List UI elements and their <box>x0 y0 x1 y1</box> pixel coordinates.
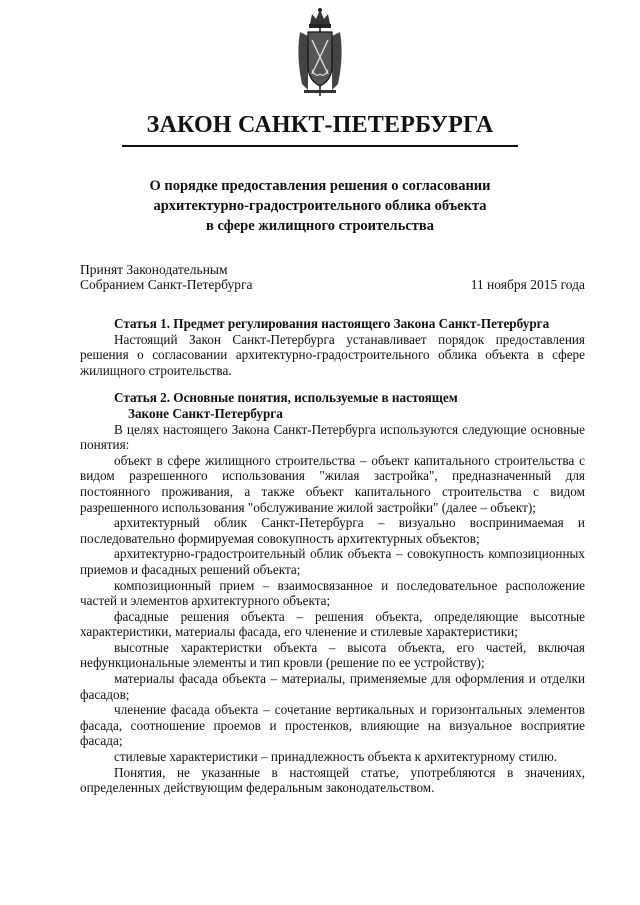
subtitle-line: О порядке предоставления решения о согласовании <box>149 178 491 194</box>
article-2-closing-paragraph: Понятия, не указанные в настоящей статье, употребляются в значениях, определенных действующим федеральным законодательством. <box>80 764 585 796</box>
article-1-heading: Статья 1. Предмет регулирования настоящего Закона Санкт-Петербурга <box>114 316 550 331</box>
coat-of-arms-emblem <box>294 6 346 98</box>
definition-paragraph: стилевые характеристики – принадлежность объекта к архитектурному стилю. <box>114 749 558 765</box>
adoption-line: Собранием Санкт-Петербурга <box>80 277 253 292</box>
law-subtitle <box>0 176 640 236</box>
subtitle-line: в сфере жилищного строительства <box>206 218 434 234</box>
law-title: ЗАКОН САНКТ-ПЕТЕРБУРГА <box>146 112 494 138</box>
adoption-note <box>80 262 253 292</box>
article-2-heading-line: Статья 2. Основные понятия, используемые в настоящем <box>114 390 458 406</box>
definition-paragraph: архитектурно-градостроительный облик объекта – совокупность композиционных приемов и фасадных решений объекта; <box>80 546 585 577</box>
definition-paragraph: фасадные решения объекта – решения объекта, определяющие высотные характеристики, материалы фасада, его членение и стилевые характеристики; <box>80 608 585 640</box>
definition-paragraph: объект в сфере жилищного строительства – объект капитального строительства с видом разрешенного использования "жилая застройка", предназначенный для постоянного проживания, а также объект капитального строительства с видом разрешенного использования "обслуживание жилой застройки" (далее – объект); <box>80 452 585 515</box>
definition-paragraph: композиционный прием – взаимосвязанное и последовательное расположение частей и элементов архитектурного объекта; <box>80 577 585 609</box>
law-body <box>80 316 585 796</box>
definition-paragraph: архитектурный облик Санкт-Петербурга – визуально воспринимаемая и последовательно формируемая совокупность архитектурных объектов; <box>80 515 585 546</box>
definition-paragraph: высотные характеристки объекта – высота объекта, его частей, включая нефункциональные элементы и тип кровли (решение по ее устройству); <box>80 639 585 671</box>
definition-paragraph: членение фасада объекта – сочетание вертикальных и горизонтальных элементов фасада, соотношение проемов и простенков, влияющие на визуальное восприятие фасада; <box>80 702 585 749</box>
article-1-paragraph: Настоящий Закон Санкт-Петербурга устанавливает порядок предоставления решения о согласовании архитектурно-градостроительного облика объекта в сфере жилищного строительства. <box>80 331 585 378</box>
subtitle-line: архитектурно-градостроительного облика объекта <box>153 198 487 214</box>
article-2-paragraph: В целях настоящего Закона Санкт-Петербурга используются следующие основные понятия: <box>80 421 585 453</box>
adoption-line: Принят Законодательным <box>80 262 228 277</box>
definition-paragraph: материалы фасада объекта – материалы, применяемые для оформления и отделки фасадов; <box>80 671 585 702</box>
article-2-heading <box>80 390 585 421</box>
article-2-heading-line: Законе Санкт-Петербурга <box>128 405 283 421</box>
adoption-date: 11 ноября 2015 года <box>470 277 585 292</box>
title-underline <box>122 145 518 147</box>
